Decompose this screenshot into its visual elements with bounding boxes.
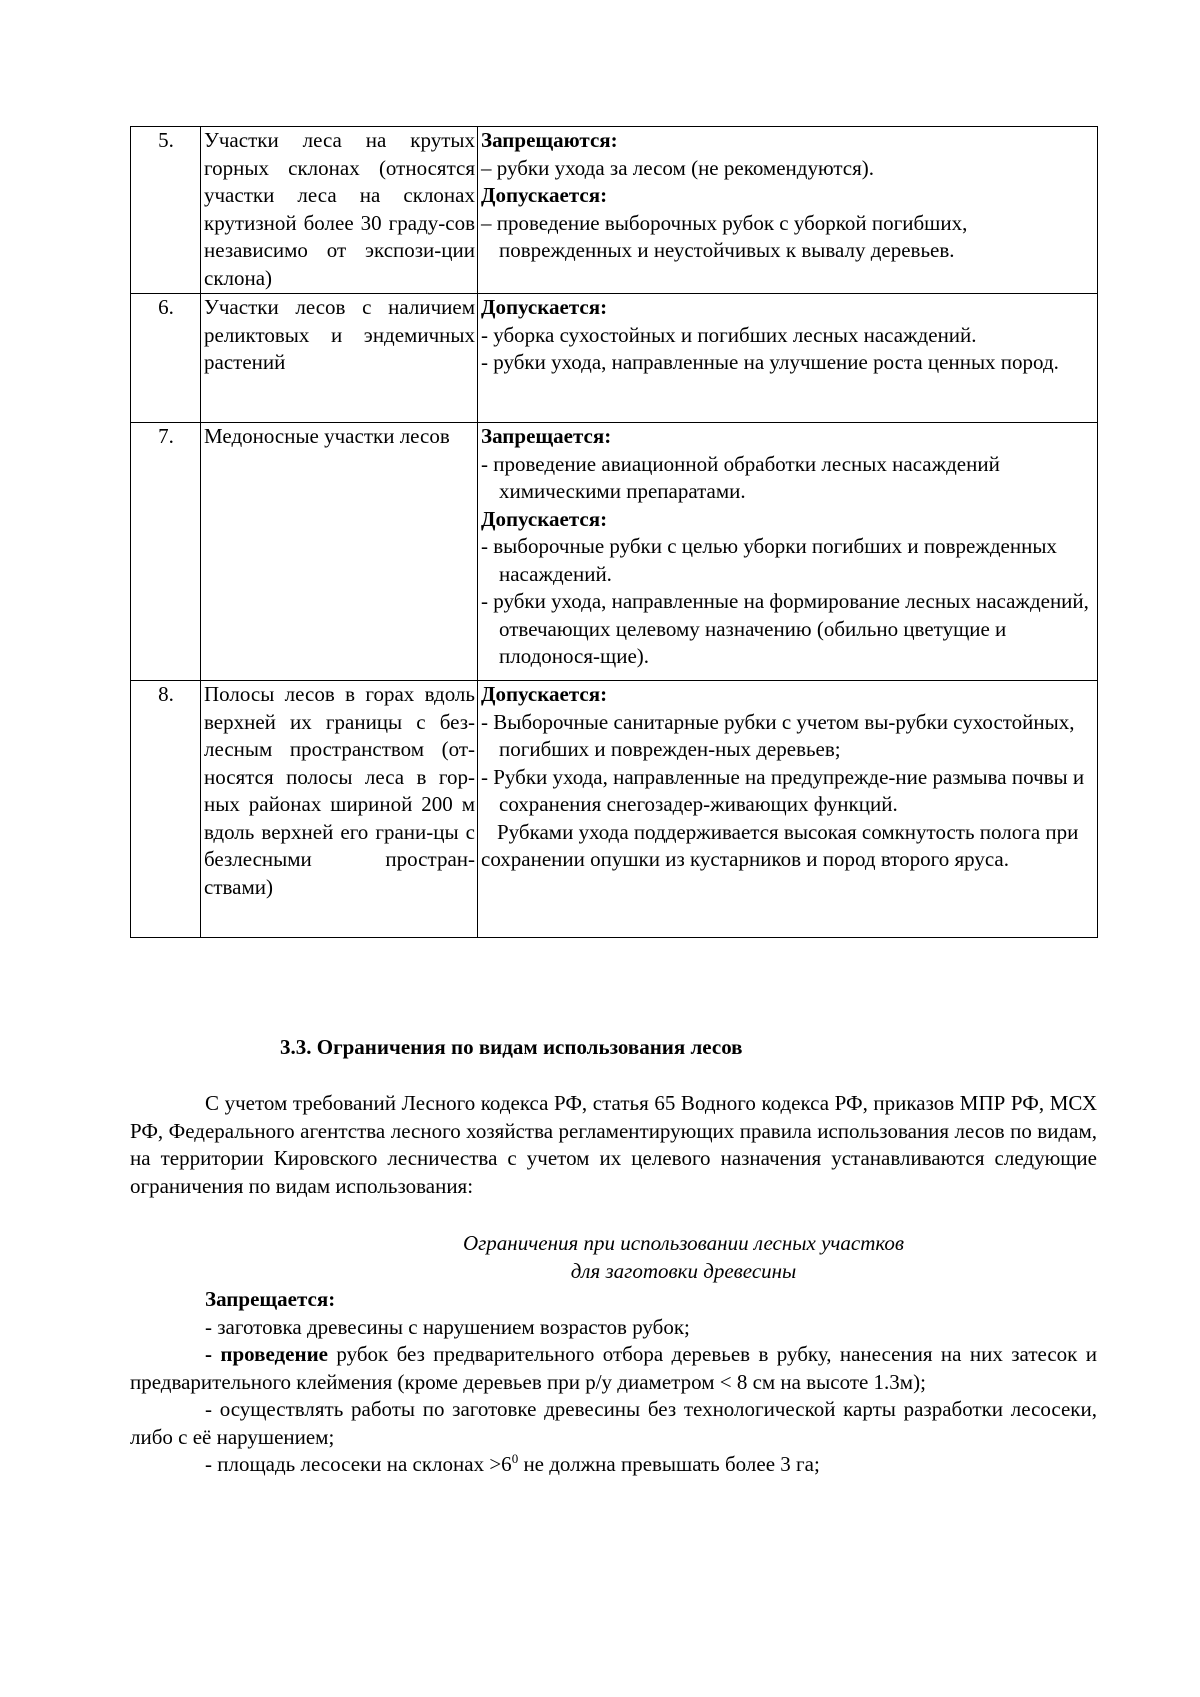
zone-regulations (478, 294, 1098, 423)
table-row (131, 681, 1098, 938)
zone-regulations (478, 681, 1098, 938)
rule-text: - площадь лесосеки на склонах >6 (205, 1452, 512, 1476)
regulation-heading: Допускается: (481, 506, 608, 531)
table-row (131, 127, 1098, 294)
zone-description: Полосы лесов в горах вдоль верхней их границы с без-лесным пространством (от-носятся полосы леса в гор-ных районах шириной 200 м вдоль верхней его грани-цы с безлесными простран-ствами) (201, 681, 478, 938)
regulation-item: - Выборочные санитарные рубки с учетом вы-рубки сухостойных, погибших и поврежден-ных деревьев; (481, 709, 1075, 761)
regulation-heading: Допускается: (481, 295, 608, 319)
regulation-item: - рубки ухода, направленные на улучшение роста ценных пород. (481, 350, 1059, 374)
row-number: 8. (131, 681, 201, 938)
subtitle-line-1: Ограничения при использовании лесных участков (462, 1231, 905, 1255)
zone-description: Участки леса на крутых горных склонах (относятся участки леса на склонах крутизной более 30 граду-сов независимо от экспози-ции склона) (201, 127, 478, 294)
rule-item (130, 1341, 1097, 1396)
regulation-item: – рубки ухода за лесом (не рекомендуются). (481, 155, 875, 180)
regulation-heading: Допускается: (481, 183, 608, 207)
table-row (131, 423, 1098, 681)
rules-list (130, 1286, 1097, 1479)
restrictions-table-body (131, 127, 1098, 938)
regulation-note: Рубками ухода поддерживается высокая сомкнутость полога при сохранении опушки из кустарников и пород второго яруса. (481, 819, 1079, 871)
table-row (131, 294, 1098, 423)
restrictions-table (130, 126, 1098, 938)
rule-text: не должна превышать более 3 га; (518, 1452, 820, 1476)
rule-item: - заготовка древесины с нарушением возрастов рубок; (205, 1314, 690, 1339)
section-title: 3.3. Ограничения по видам использования лесов (280, 1035, 743, 1059)
rule-text: рубок без предварительного отбора деревьев в рубку, нанесения на них затесок и предварительного клеймения (кроме деревьев при р/у диаметром < 8 см на высоте 1.3м); (130, 1342, 1097, 1394)
regulation-heading: Допускается: (481, 682, 608, 706)
regulation-item: – проведение выборочных рубок с уборкой погибших, поврежденных и неустойчивых к вывалу деревьев. (481, 210, 968, 262)
degree-superscript: 0 (511, 1451, 519, 1466)
zone-regulations (478, 423, 1098, 681)
row-number: 7. (131, 423, 201, 681)
regulation-item: - выборочные рубки с целью уборки погибших и поврежденных насаждений. (481, 534, 1057, 586)
rule-bold-lead: - проведение (205, 1342, 328, 1366)
rule-item (130, 1451, 1097, 1479)
rules-heading: Запрещается: (205, 1287, 336, 1311)
row-number: 5. (131, 127, 201, 294)
zone-description: Участки лесов с наличием реликтовых и эндемичных растений (201, 294, 478, 423)
regulation-item: - Рубки ухода, направленные на предупрежде-ние размыва почвы и сохранения снегозадер-живающих функций. (481, 764, 1085, 816)
regulation-item: - уборка сухостойных и погибших лесных насаждений. (481, 322, 977, 347)
intro-paragraph: С учетом требований Лесного кодекса РФ, статья 65 Водного кодекса РФ, приказов МПР РФ, МСХ РФ, Федерального агентства лесного хозяйства регламентирующих правила использования лесов по видам, на территории Кировского лесничества с учетом их целевого назначения устанавливаются следующие ограничения по видам использования: (130, 1091, 1097, 1198)
subtitle-line-2: для заготовки древесины (570, 1258, 797, 1283)
rule-item: - осуществлять работы по заготовке древесины без технологической карты разработки лесосеки, либо с её нарушением; (130, 1397, 1097, 1449)
regulation-item: - проведение авиационной обработки лесных насаждений химическими препаратами. (481, 451, 1000, 503)
row-number: 6. (131, 294, 201, 423)
subsection-subtitle (130, 1230, 1097, 1285)
regulation-heading: Запрещается: (481, 424, 612, 448)
regulation-item: - рубки ухода, направленные на формирование лесных насаждений, отвечающих целевому назначению (обильно цветущие и плодонося-щие). (481, 589, 1089, 668)
zone-regulations (478, 127, 1098, 294)
zone-description: Медоносные участки лесов (201, 423, 478, 681)
regulation-heading: Запрещаются: (481, 128, 618, 152)
